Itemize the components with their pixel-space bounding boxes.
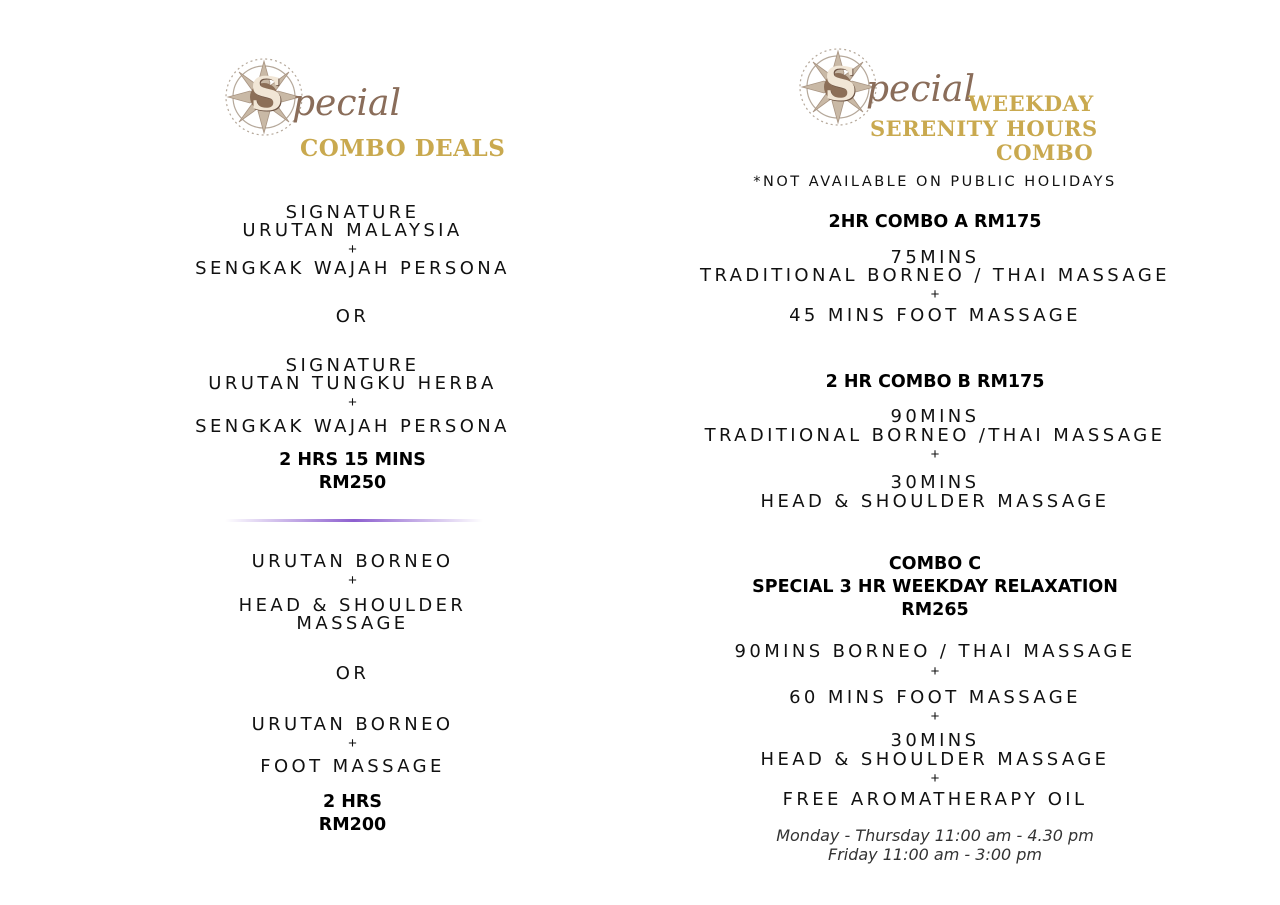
combo-b-line2: TRADITIONAL BORNEO /THAI MASSAGE <box>704 425 1166 446</box>
duration-label: 2 HRS 15 MINS <box>279 450 426 470</box>
combo-c-line4: HEAD & SHOULDER MASSAGE <box>760 749 1110 770</box>
or-separator: OR <box>335 663 370 684</box>
logo-script-text: pecial <box>292 83 402 124</box>
plus-sign: + <box>348 572 357 589</box>
combo3-line2: HEAD & SHOULDER <box>238 595 467 616</box>
combo4-line2: FOOT MASSAGE <box>260 756 445 777</box>
combo-c-line5: FREE AROMATHERAPY OIL <box>782 789 1088 810</box>
combo2-line1: SIGNATURE <box>285 355 420 376</box>
combo2-line3: SENGKAK WAJAH PERSONA <box>195 416 510 437</box>
operating-hours-weekday: Monday - Thursday 11:00 am - 4.30 pm <box>776 826 1094 845</box>
combo1-line3: SENGKAK WAJAH PERSONA <box>195 258 510 279</box>
logo-title: COMBO DEALS <box>300 135 506 162</box>
combo-b-line4: HEAD & SHOULDER MASSAGE <box>760 491 1110 512</box>
logo-letter-s: S <box>824 57 858 111</box>
combo-a-line3: 45 MINS FOOT MASSAGE <box>789 305 1081 326</box>
price-label: RM200 <box>318 815 387 835</box>
plus-sign: + <box>348 241 357 258</box>
plus-sign: + <box>930 286 940 303</box>
combo-b-line1: 90MINS <box>890 406 980 427</box>
plus-sign: + <box>930 446 940 463</box>
logo-letter-s: S <box>250 67 284 121</box>
section-divider <box>225 519 483 522</box>
combo3-line1: URUTAN BORNEO <box>251 551 454 572</box>
combo-c-price: RM265 <box>901 600 969 620</box>
combo2-line2: URUTAN TUNGKU HERBA <box>208 373 497 394</box>
plus-sign: + <box>348 735 357 752</box>
combo-c-line2: 60 MINS FOOT MASSAGE <box>789 687 1081 708</box>
combo-a-line2: TRADITIONAL BORNEO / THAI MASSAGE <box>700 265 1170 286</box>
or-separator: OR <box>335 306 370 327</box>
combo3-line3: MASSAGE <box>296 613 409 634</box>
combo-c-heading: COMBO C <box>888 554 982 574</box>
combo-b-heading: 2 HR COMBO B RM175 <box>825 372 1045 392</box>
plus-sign: + <box>930 708 940 725</box>
combo-c-line1: 90MINS BORNEO / THAI MASSAGE <box>734 641 1136 662</box>
plus-sign: + <box>930 770 940 787</box>
combo-a-line1: 75MINS <box>890 247 980 268</box>
combo-c-subheading: SPECIAL 3 HR WEEKDAY RELAXATION <box>752 577 1118 597</box>
operating-hours-friday: Friday 11:00 am - 3:00 pm <box>827 845 1043 864</box>
logo-title-line3: COMBO <box>996 140 1094 165</box>
combo-c-line3: 30MINS <box>890 730 980 751</box>
combo-a-heading: 2HR COMBO A RM175 <box>828 212 1042 232</box>
logo-script-text: pecial <box>866 69 976 110</box>
price-label: RM250 <box>318 473 387 493</box>
left-column <box>150 0 555 905</box>
logo-title-line1: WEEKDAY <box>968 91 1094 116</box>
logo-title-line2: SERENITY HOURS <box>870 116 1098 141</box>
combo1-line1: SIGNATURE <box>285 202 420 223</box>
duration-label: 2 HRS <box>323 792 382 812</box>
plus-sign: + <box>930 663 940 680</box>
right-column <box>640 0 1230 905</box>
combo-b-line3: 30MINS <box>890 472 980 493</box>
combo4-line1: URUTAN BORNEO <box>251 714 454 735</box>
plus-sign: + <box>348 394 357 411</box>
holiday-note: *NOT AVAILABLE ON PUBLIC HOLIDAYS <box>753 174 1117 190</box>
combo1-line2: URUTAN MALAYSIA <box>242 220 463 241</box>
